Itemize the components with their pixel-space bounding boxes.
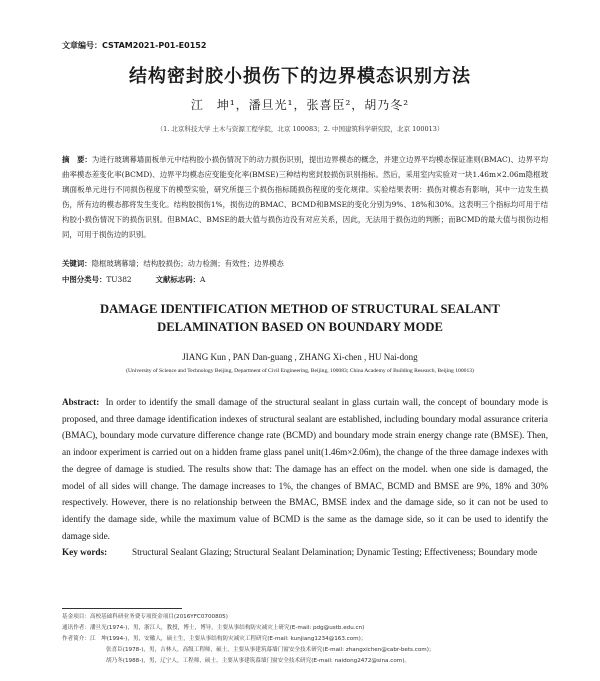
english-authors: JIANG Kun , PAN Dan-guang , ZHANG Xi-chen , HU Nai-dong (182, 352, 418, 362)
english-affiliations: (University of Science and Technology Beijing, Department of Civil Engineering, Beijing, 100083; China Academy of Building Research, Beijing 100013) (126, 368, 474, 374)
english-keywords-label: Key words: (62, 547, 108, 557)
classification-value: TU382 (106, 275, 132, 284)
footnote-author-bio: 张喜臣(1978-)，男，吉林人，高级工程师，硕士，主要从事建筑幕墙门窗安全技术研究(E-mail: zhangxichen@cabr-bets.com)； (106, 647, 435, 653)
english-abstract-label: Abstract: (62, 397, 100, 407)
english-title (0, 300, 600, 336)
footnote-divider (62, 608, 182, 609)
article-number: 文章编号：CSTAM2021-P01-E0152 (62, 41, 207, 50)
chinese-authors: 江 坤¹，潘旦光¹，张喜臣²，胡乃冬² (190, 98, 410, 112)
classification-label: 中图分类号： (62, 275, 107, 284)
chinese-title: 结构密封胶小损伤下的边界模态识别方法 (129, 66, 471, 87)
english-keywords (62, 544, 548, 560)
document-code-value: A (199, 275, 206, 284)
footnote-funding: 基金项目：高校基础科研业务费专项资金项目(2016YFC0700805) (62, 614, 228, 620)
chinese-keywords (62, 258, 548, 269)
english-abstract (62, 394, 548, 544)
chinese-classification (62, 274, 548, 285)
english-title-line-1: DAMAGE IDENTIFICATION METHOD OF STRUCTURAL SEALANT (100, 302, 500, 316)
english-keywords-text: Structural Sealant Glazing; Structural Sealant Delamination; Dynamic Testing; Effectiveness; Boundary mode (132, 547, 538, 557)
footnote-corresponding-author: 通讯作者：潘旦光(1974-)，男，浙江人，教授，博士，博导，主要从事结构防灾减灾上研究(E-mail: pdg@ustb.edu.cn) (62, 625, 365, 631)
chinese-abstract-text: 为进行玻璃幕墙面板单元中结构胶小损伤情况下的动力损伤识别，提出边界模态的概念，并建立边界平均模态保证准则(BMAC)、边界平均曲率模态差变化率(BCMD)、边界平均模态应变能变化率(BMSE)三种结构密封胶损伤识别指标。然后，采用室内实验对一块1.46m×2.06m隐框玻璃面板单元进行不同损伤程度下的模型实验，研究所提三个损伤指标随损伤程度的变化规律。实验结果表明：损伤对模态有影响，其中一边发生损伤，所有边的模态都将发生变化。结构胶损伤1%，损伤边的BMAC、BCMD和BMSE的变化分别为9%、18%和30%。这表明三个指标均可用于结构胶小损伤情况下的损伤识别。但BMAC、BMSE的最大值与损伤边没有对应关系，因此，无法用于损伤边的判断；而BCMD的最大值与损伤边相同，可用于损伤边的识别。 (62, 155, 548, 239)
chinese-affiliations: （1. 北京科技大学 土木与资源工程学院，北京 100083；2. 中国建筑科学研究院，北京 100013） (156, 125, 444, 133)
chinese-abstract (62, 152, 548, 242)
document-code-label: 文献标志码： (155, 275, 200, 284)
chinese-abstract-label: 摘 要： (62, 155, 92, 164)
chinese-keywords-label: 关键词： (62, 259, 92, 268)
footnote-author-bio: 胡乃冬(1988-)，男，辽宁人，工程师，硕士，主要从事建筑幕墙门窗安全技术研究(E-mail: naidong2472@sina.com)。 (106, 658, 410, 664)
english-abstract-text: In order to identify the small damage of the structural sealant in glass curtain wall, the concept of boundary mode is proposed, and three damage identification indexes of structural sealant are established, including boundary modal assurance criteria (BMAC), boundary mode curvature difference change rate (BCMD) and boundary mode strain energy change rate (BMSE). Then, an indoor experiment is carried out on a hidden frame glass panel unit(1.46m×2.06m), the change of the three damage indexes with the degree of damage is studied. The results show that: The damage has an effect on the model. when one side is damaged, the model of all sides will change. The damage increases to 1%, the changes of BMAC, BCMD and BMSE are 9%, 18% and 30% respectively. However, there is no relationship between the BMAC, BMSE index and the damage side, so it can not be used to identify the damage side, while the maximum value of BCMD is the same as the damage side, so it can be used to identify the damage side. (62, 397, 548, 541)
footnotes (62, 612, 548, 667)
footnote-author-bio: 作者简介：江 坤(1994-)，男，安徽人，硕士生，主要从事结构防灾减灾工程研究(E-mail: kunjiang1234@163.com)； (62, 636, 367, 642)
english-title-line-2: DELAMINATION BASED ON BOUNDARY MODE (157, 320, 443, 334)
chinese-keywords-text: 隐框玻璃幕墙；结构胶损伤；动力检测；有效性；边界模态 (91, 259, 284, 268)
